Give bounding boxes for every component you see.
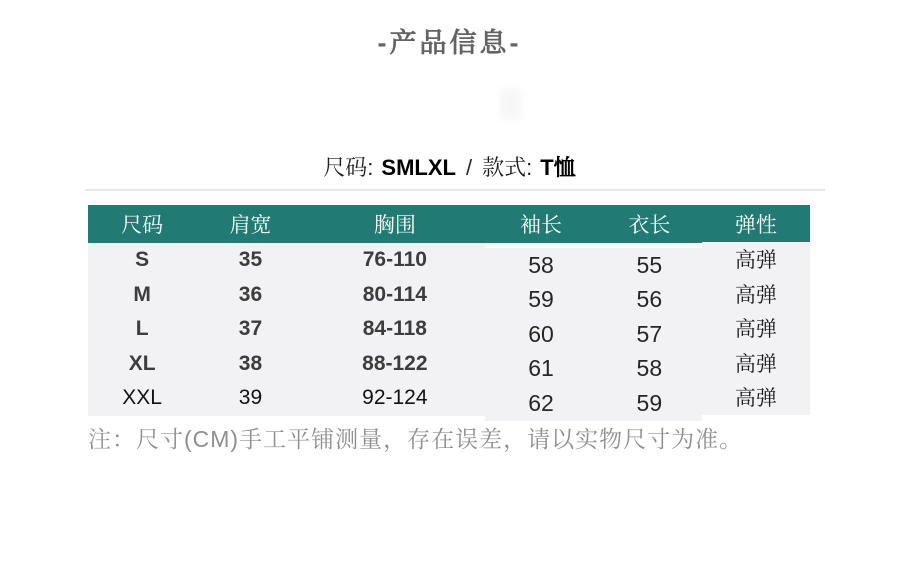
table-cell: 55 — [597, 248, 702, 283]
table-cell: XXL — [88, 381, 196, 416]
table-cell: L — [88, 312, 196, 347]
table-row — [88, 312, 810, 347]
table-cell: 39 — [196, 381, 304, 416]
table-cell: 59 — [485, 283, 597, 318]
header-cell: 胸围 — [305, 205, 486, 243]
table-cell: 88-122 — [305, 347, 486, 382]
table-row — [88, 381, 810, 416]
table-cell: 58 — [597, 352, 702, 387]
table-cell: 高弹 — [702, 242, 810, 277]
header-cell: 肩宽 — [196, 205, 304, 243]
size-chart-table — [88, 205, 810, 416]
table-cell: 58 — [485, 248, 597, 283]
table-cell: 38 — [196, 347, 304, 382]
style-value: T恤 — [540, 155, 576, 180]
size-value: SMLXL — [381, 155, 456, 180]
header-cell: 袖长 — [485, 205, 597, 243]
table-cell: 61 — [485, 352, 597, 387]
watermark-smudge — [500, 88, 522, 120]
style-label: 款式: — [482, 155, 533, 180]
table-top-divider — [85, 189, 825, 191]
table-cell: 高弹 — [702, 346, 810, 381]
table-cell: 80-114 — [305, 278, 486, 313]
page-title: -产品信息- — [377, 28, 522, 58]
table-cell: 84-118 — [305, 312, 486, 347]
table-cell: 高弹 — [702, 277, 810, 312]
table-cell: 36 — [196, 278, 304, 313]
table-cell: 高弹 — [702, 380, 810, 415]
table-cell: 56 — [597, 283, 702, 318]
table-row — [88, 347, 810, 382]
header-cell: 弹性 — [702, 205, 810, 243]
header-cell: 尺码 — [88, 205, 196, 243]
table-cell: 62 — [485, 386, 597, 421]
table-cell: 高弹 — [702, 311, 810, 346]
table-cell: 59 — [597, 386, 702, 421]
table-cell: 92-124 — [305, 381, 486, 416]
table-cell: 35 — [196, 243, 304, 278]
table-cell: 76-110 — [305, 243, 486, 278]
table-row — [88, 243, 810, 278]
header-cell: 衣长 — [597, 205, 702, 243]
size-style-line — [0, 151, 899, 182]
header-row — [88, 205, 810, 243]
measurement-note: 注：尺寸(CM)手工平铺测量，存在误差，请以实物尺寸为准。 — [88, 426, 744, 452]
table-cell: 57 — [597, 317, 702, 352]
table-cell: S — [88, 243, 196, 278]
table-cell: M — [88, 278, 196, 313]
table-cell: 37 — [196, 312, 304, 347]
table-row — [88, 278, 810, 313]
separator-slash: / — [465, 155, 473, 180]
size-label: 尺码: — [323, 155, 374, 180]
table-cell: XL — [88, 347, 196, 382]
table-cell: 60 — [485, 317, 597, 352]
